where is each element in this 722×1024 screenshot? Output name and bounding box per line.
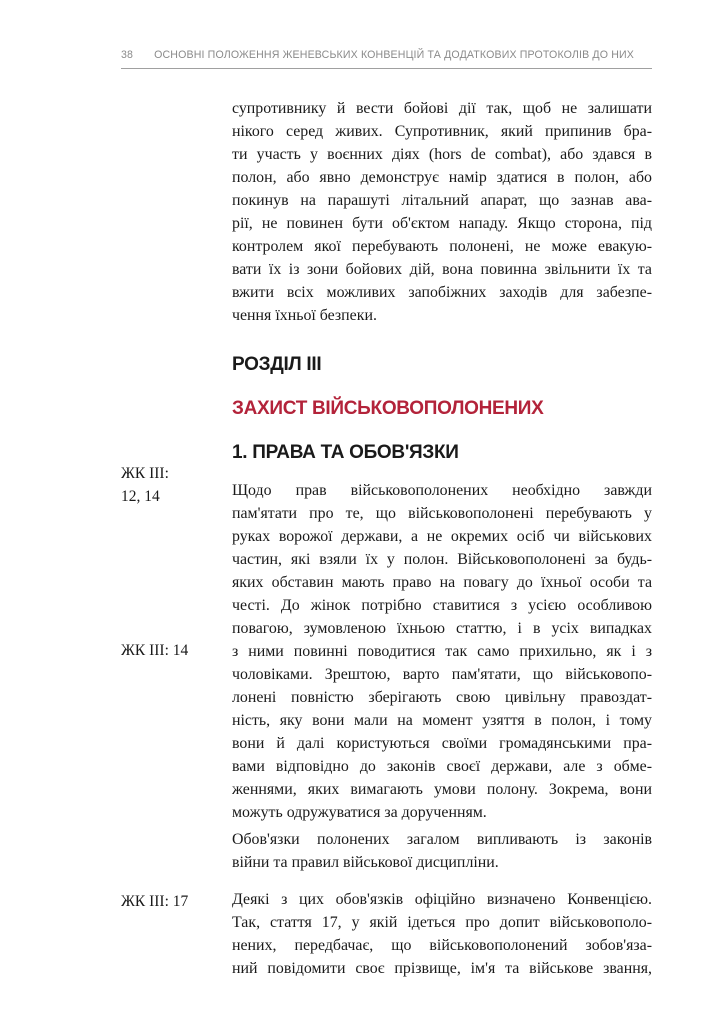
margin-note-text: ЖК ІІІ: 17: [121, 893, 189, 910]
body-paragraph-4-container: [232, 888, 652, 980]
body-paragraph-2: [232, 479, 652, 824]
body-paragraph-3: [232, 828, 652, 874]
margin-note-2: [121, 639, 221, 662]
text-line: ність, яку вони мали на момент узяття в полон, і тому: [232, 712, 652, 729]
subsection-title-heading: 1. ПРАВА ТА ОБОВ'ЯЗКИ: [232, 442, 459, 463]
body-paragraph-4: [232, 888, 652, 980]
margin-note-1: [121, 462, 221, 508]
text-line: війни та правил військової дисципліни.: [232, 854, 499, 871]
running-header: [121, 49, 652, 69]
body-paragraph-1-container: [232, 97, 652, 327]
text-line: можуть одружуватися за дорученням.: [232, 804, 487, 821]
text-line: нікого серед живих. Супротивник, який припинив бра-: [232, 123, 652, 140]
text-line: лонені повністю зберігають свою цивільну правоздат-: [232, 689, 652, 706]
text-line: Щодо прав військовополонених необхідно завжди: [232, 482, 652, 499]
text-line: рії, не повинен бути об'єктом нападу. Якщо сторона, під: [232, 215, 652, 232]
running-title: ОСНОВНІ ПОЛОЖЕННЯ ЖЕНЕВСЬКИХ КОНВЕНЦІЙ ТА ДОДАТКОВИХ ПРОТОКОЛІВ ДО НИХ: [154, 49, 635, 61]
text-line: нених, передбачає, що військовополонений зобов'яза-: [232, 937, 652, 954]
body-paragraph-2-container: [232, 479, 652, 824]
text-line: повагою, зумовленою їхньою статтю, і в усіх випадках: [232, 620, 652, 637]
page-number: 38: [121, 49, 134, 61]
text-line: вами відповідно до законів своєї держави, але з обме-: [232, 758, 652, 775]
text-line: вати їх із зони бойових дій, вона повинна звільнити їх та: [232, 261, 652, 278]
header-rule: [121, 68, 652, 69]
text-line: Обов'язки полонених загалом випливають із законів: [232, 831, 652, 848]
text-line: контролем якої перебувають полонені, не може евакую-: [232, 238, 652, 255]
margin-note-text: 12, 14: [121, 488, 160, 505]
text-line: чоловіками. Зрештою, варто пам'ятати, що військовопо-: [232, 666, 652, 683]
text-line: Так, стаття 17, у якій ідеться про допит військовополо-: [232, 914, 652, 931]
text-line: яких обставин мають право на повагу до їхньої особи та: [232, 574, 652, 591]
text-line: Деякі з цих обов'язків офіційно визначено Конвенцією.: [232, 891, 652, 908]
text-line: полон, або явно демонструє намір здатися в полон, або: [232, 169, 652, 186]
text-line: ний повідомити своє прізвище, ім'я та військове звання,: [232, 960, 652, 977]
section-title-heading: ЗАХИСТ ВІЙСЬКОВОПОЛОНЕНИХ: [232, 398, 544, 419]
text-line: вони й далі користуються своїми громадянськими пра-: [232, 735, 652, 752]
margin-note-text: ЖК ІІІ:: [121, 465, 169, 482]
text-line: ти участь у воєнних діях (hors de combat), або здався в: [232, 146, 652, 163]
text-line: з ними повинні поводитися так само прихильно, як і з: [232, 643, 652, 660]
text-line: женнями, яких вимагають умови полону. Зокрема, вони: [232, 781, 652, 798]
text-line: пам'ятати про те, що військовополонені перебувають у: [232, 505, 652, 522]
text-line: частин, які взяли їх у полон. Військовополонені за будь-: [232, 551, 652, 568]
body-paragraph-1: [232, 97, 652, 327]
section-number-heading: РОЗДІЛ ІІІ: [232, 354, 322, 375]
text-line: чення їхньої безпеки.: [232, 307, 377, 324]
text-line: покинув на парашуті літальний апарат, що зазнав ава-: [232, 192, 652, 209]
margin-note-text: ЖК ІІІ: 14: [121, 642, 189, 659]
margin-note-3: [121, 890, 221, 913]
text-line: честі. До жінок потрібно ставитися з усією особливою: [232, 597, 652, 614]
text-line: руках ворожої держави, а не окремих осіб чи військових: [232, 528, 652, 545]
text-line: вжити всіх можливих запобіжних заходів для забезпе-: [232, 284, 652, 301]
body-paragraph-3-container: [232, 828, 652, 874]
text-line: супротивнику й вести бойові дії так, щоб не залишати: [232, 100, 652, 117]
